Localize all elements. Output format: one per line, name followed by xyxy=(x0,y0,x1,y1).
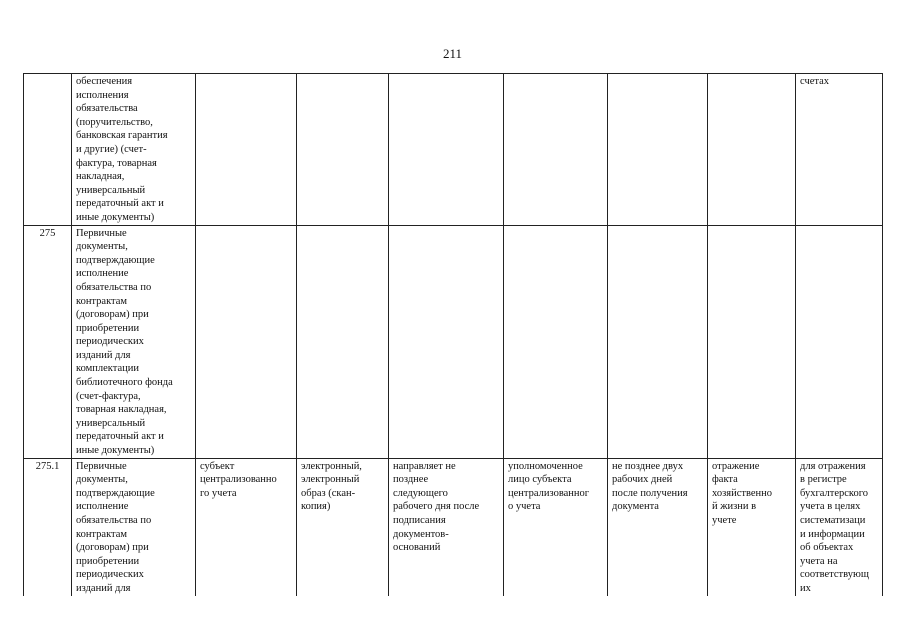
table-cell xyxy=(608,74,708,226)
recipient-cell: уполномоченное лицо субъекта централизованног о учета xyxy=(504,458,608,595)
document-form-cell: электронный, электронный образ (скан- копия) xyxy=(297,458,389,595)
responsible-subject-cell: субъект централизованно го учета xyxy=(196,458,297,595)
row-number-cell: 275.1 xyxy=(24,458,72,595)
purpose-cell: счетах xyxy=(796,74,883,226)
table-cell xyxy=(196,74,297,226)
table-cell xyxy=(708,225,796,458)
transfer-deadline-cell: направляет не позднее следующего рабочего дня после подписания документов- оснований xyxy=(389,458,504,595)
table-cell xyxy=(297,225,389,458)
table-cell xyxy=(504,74,608,226)
action-cell: отражение факта хозяйственно й жизни в учете xyxy=(708,458,796,595)
page-number: 211 xyxy=(442,46,463,61)
table-cell xyxy=(389,225,504,458)
document-name-cell: обеспечения исполнения обязательства (поручительство, банковская гарантия и другие) (счет- фактура, товарная накладная, универсальный передаточный акт и иные документы) xyxy=(72,74,196,226)
table-cell xyxy=(608,225,708,458)
document-name-cell: Первичные документы, подтверждающие исполнение обязательства по контрактам (договорам) при приобретении периодических изданий для xyxy=(72,458,196,595)
table-row xyxy=(24,74,883,226)
table-cell xyxy=(504,225,608,458)
table-cell xyxy=(297,74,389,226)
purpose-cell: для отражения в регистре бухгалтерского учета в целях систематизаци и информации об объектах учета на соответствующ их xyxy=(796,458,883,595)
document-name-cell: Первичные документы, подтверждающие исполнение обязательства по контрактам (договорам) при приобретении периодических изданий для комплектации библиотечного фонда (счет-фактура, товарная накладная, универсальный передаточный акт и иные документы) xyxy=(72,225,196,458)
processing-deadline-cell: не позднее двух рабочих дней после получения документа xyxy=(608,458,708,595)
table-cell xyxy=(389,74,504,226)
row-number-cell: 275 xyxy=(24,225,72,458)
table-cell xyxy=(196,225,297,458)
document-table xyxy=(23,73,883,596)
table-cell xyxy=(708,74,796,226)
purpose-cell xyxy=(796,225,883,458)
table-row xyxy=(24,458,883,595)
table-row xyxy=(24,225,883,458)
row-number-cell xyxy=(24,74,72,226)
